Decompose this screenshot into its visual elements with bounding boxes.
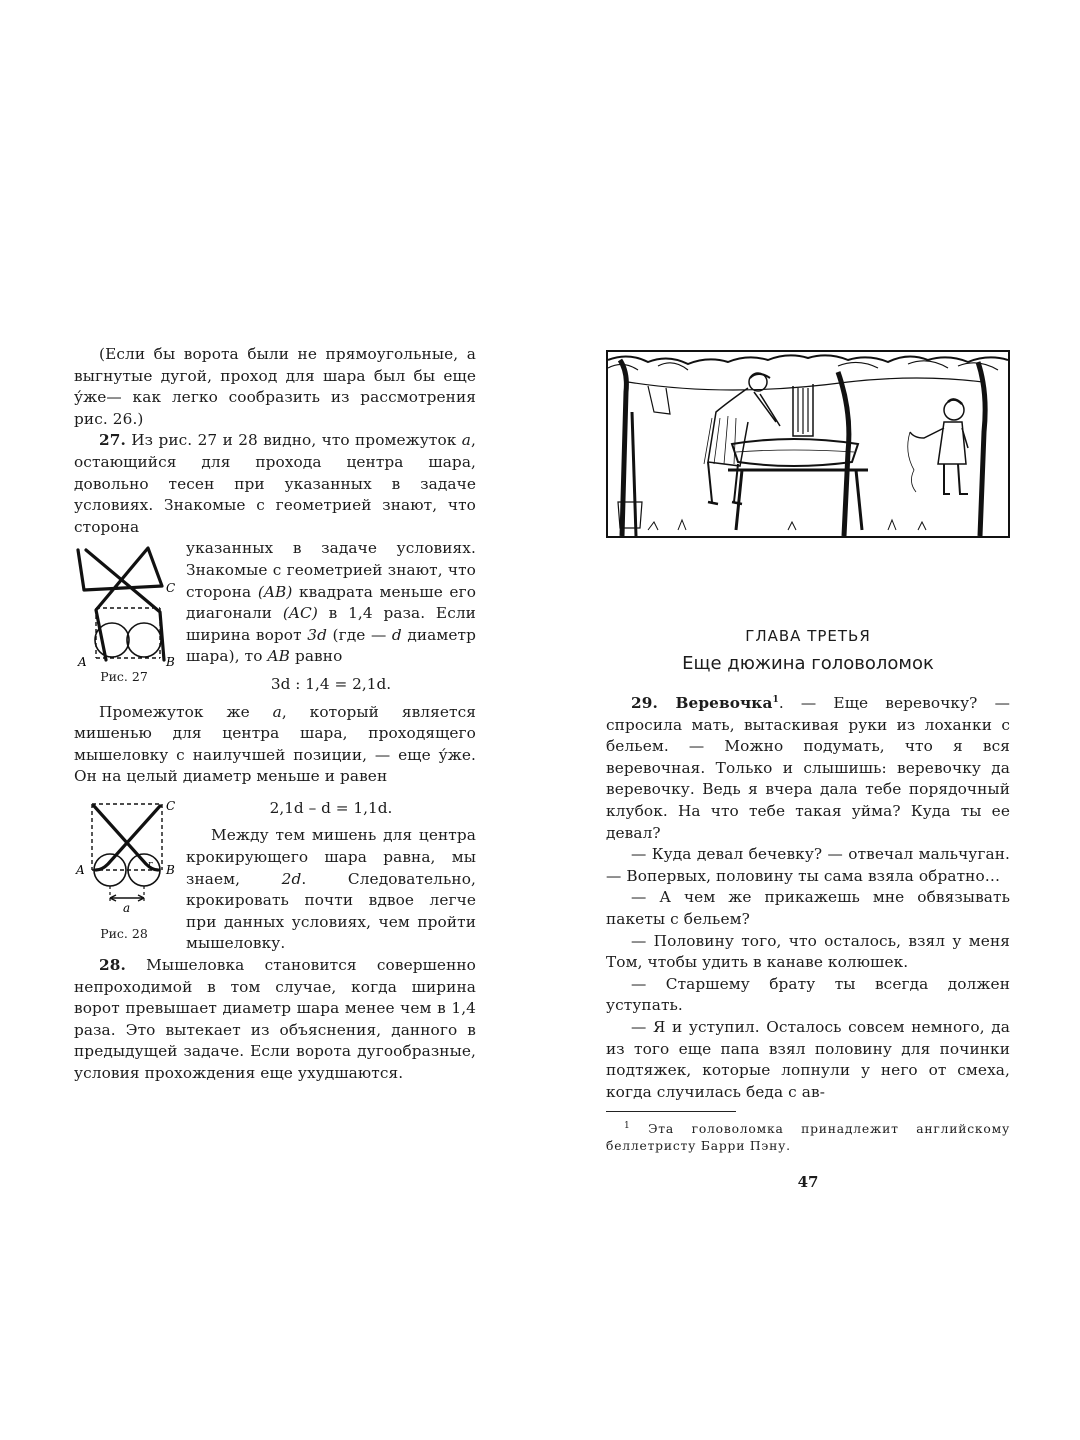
paragraph-gap: Промежуток же a, который является мишенью для центра шара, проходящего мышеловку с наилучшей позиции, — еще у́же. Он на целый диаметр меньше и равен (74, 702, 476, 786)
chapter-illustration (606, 350, 1010, 538)
footnote-divider (606, 1111, 736, 1112)
paragraph-gates-note: (Если бы ворота были не прямоугольные, а выгнутые дугой, проход для шара был бы еще у́же— как легко сообразить из рассмотрения рис. 26.) (74, 345, 476, 428)
figure-27-label-b: B (166, 655, 175, 668)
figure-28-drawing (74, 794, 184, 924)
right-page (606, 350, 1010, 1191)
figure-28-caption: Рис. 28 (100, 925, 148, 941)
dialogue-line-2: — А чем же прикажешь мне обвязывать пакеты с бельем? (606, 888, 1010, 929)
dialogue-line-1: — Куда девал бечевку? — отвечал мальчуган. — Вопервых, половину ты сама взяла обратно… (606, 845, 1010, 885)
laundry-scene-image (608, 352, 1008, 536)
figure-28-label-c: C (166, 798, 176, 813)
figure-27-label-a: A (78, 655, 87, 668)
figure-28-label-a: A (76, 862, 85, 877)
figure-28-label-gap: a (123, 900, 131, 915)
figure-28-label-b: B (166, 862, 175, 877)
figure-27-label-c: C (166, 581, 176, 596)
dialogue-line-3: — Половину того, что осталось, взял у меня Том, чтобы удить в канаве колюшек. (606, 931, 1010, 972)
formula-2: 2,1d – d = 1,1d. (269, 798, 393, 817)
formula-1: 3d : 1,4 = 2,1d. (270, 674, 392, 693)
chapter-label: ГЛАВА ТРЕТЬЯ (745, 627, 871, 645)
dialogue-line-5: — Я и уступил. Осталось совсем немного, да из того еще папа взял половину для починки подтяжек, которые лопнули у него от смеха, когда случилась беда с ав- (606, 1018, 1010, 1101)
figure-27 (74, 542, 174, 685)
paragraph-27: 27. Из рис. 27 и 28 видно, что промежуток a, остающийся для прохода центра шара, довольно тесен при указанных в задаче условиях. Знакомые с геометрией знают, что сторона (74, 431, 476, 536)
footnote-ref: 1 (772, 695, 779, 705)
problem-number-29: 29. Веревочка (631, 694, 773, 713)
figure-28 (74, 794, 174, 942)
problem-number-27: 27. (99, 431, 126, 450)
page-number: 47 (797, 1173, 819, 1192)
left-page (74, 344, 476, 1085)
figure-27-drawing (74, 542, 184, 667)
dialogue-line-4: — Старшему брату ты всегда должен уступать. (606, 974, 1010, 1015)
figure-28-label-r: r (148, 859, 153, 870)
footnote: $^1$ Эта головоломка принадлежит английскому беллетристу Барри Пэну. (606, 1121, 1010, 1154)
paragraph-27-cont: указанных в задаче условиях. Знакомые с геометрией знают, что сторона (AB) квадрата меньше его диагонали (AC) в 1,4 раза. Если ширина ворот 3d (где — d диаметр шара), то AB равно (186, 539, 477, 666)
paragraph-29: 29. Веревочка$^1$. — Еще веревочку? — спросила мать, вытаскивая руки из лоханки с бельем. — Можно подумать, что я вся веревочная. Только и слышишь: веревочку да веревочку. Ведь я вчера дала тебе порядочный клубок. На что тебе такая уйма? Куда ты ее девал? (606, 694, 1010, 842)
problem-number-28: 28. (99, 956, 126, 975)
figure-27-caption: Рис. 27 (100, 669, 148, 685)
paragraph-28: 28. Мышеловка становится совершенно непроходимой в том случае, когда ширина ворот превышает диаметр шара менее чем в 1,4 раза. Это вытекает из объяснения, данного в предыдущей задаче. Если ворота дугообразные, условия прохождения еще ухудшаются. (74, 956, 476, 1082)
paragraph-target: Между тем мишень для центра крокирующего шара равна, мы знаем, 2d. Следовательно, крокировать почти вдвое легче при данных условиях, чем пройти мышеловку. (186, 826, 476, 953)
chapter-title: Еще дюжина головоломок (682, 653, 934, 674)
